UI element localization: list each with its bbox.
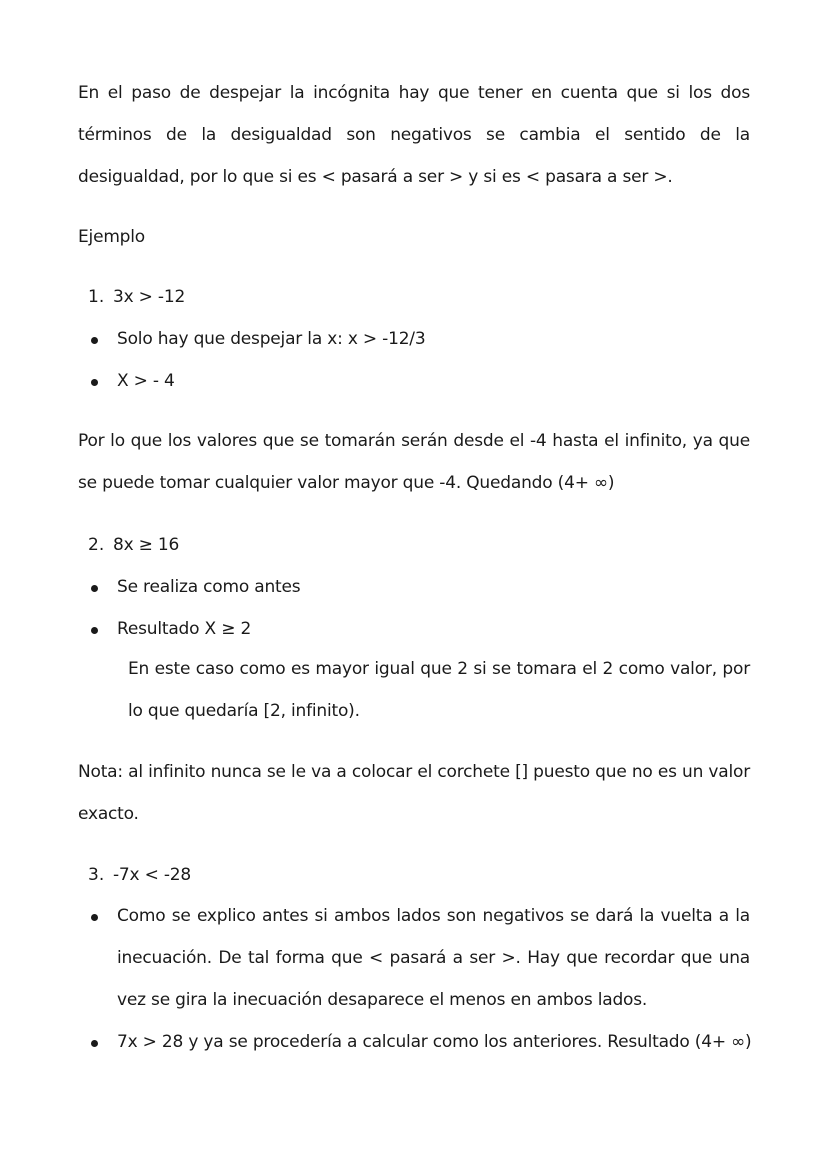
example-1-number: 1. [88,287,105,307]
example-1-expression: 3x > -12 [113,287,186,307]
bullet-icon [91,337,98,344]
bullet-icon [91,379,98,386]
example-3-bullet-1: Como se explico antes si ambos lados son negativos se dará la vuelta a la inecuación. De tal forma que < pasará a ser >. Hay que recordar que una vez se gira la inecuación desaparece el menos en ambos lados. [117,906,750,1010]
bullet-icon [91,1040,98,1047]
example-2-sub-note: En este caso como es mayor igual que 2 si se tomara el 2 como valor, por lo que quedaría [2, infinito). [128,659,750,721]
example-2-note: Nota: al infinito nunca se le va a colocar el corchete [] puesto que no es un valor exacto. [78,762,750,824]
example-1-explanation: Por lo que los valores que se tomarán serán desde el -4 hasta el infinito, ya que se puede tomar cualquier valor mayor que -4. Quedando (4+ ∞) [78,431,750,493]
bullet-icon [91,627,98,634]
example-3-number: 3. [88,865,105,885]
example-3-bullet-2: 7x > 28 y ya se procedería a calcular como los anteriores. Resultado (4+ ∞) [117,1032,752,1052]
bullet-icon [91,585,98,592]
example-2-number: 2. [88,535,105,555]
example-2-bullet-1: Se realiza como antes [117,577,301,597]
bullet-icon [91,914,98,921]
intro-paragraph: En el paso de despejar la incógnita hay que tener en cuenta que si los dos términos de la desigualdad son negativos se cambia el sentido de la desigualdad, por lo que si es < pasará a ser > y si es < pasara a ser >. [78,83,750,187]
example-heading: Ejemplo [78,227,145,247]
example-3-expression: -7x < -28 [113,865,192,885]
example-1-bullet-1: Solo hay que despejar la x: x > -12/3 [117,329,426,349]
example-2-expression: 8x ≥ 16 [113,535,180,555]
example-1-bullet-2: X > - 4 [117,371,175,391]
example-2-bullet-2: Resultado X ≥ 2 [117,619,252,639]
